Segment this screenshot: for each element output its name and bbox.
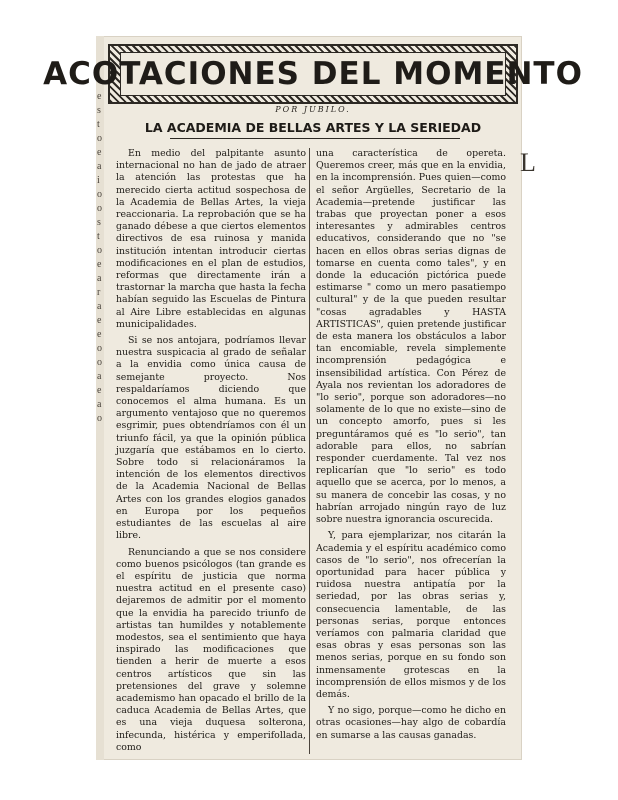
paragraph: Y, para ejemplarizar, nos citarán la Academia y el espíritu académico como casos de "lo serio", nos ofrecerían la oportunidad para hacer pública y ruidosa nuestra antipatía por la seriedad, por las obras serias y, consecuencia lamentable, de las personas serias, porque entonces veríamos con palmaria claridad que esas obras y esas personas son las menos serias, porque en su fondo son inmensamente grotescas en la incomprensión de ellos mismos y de los demás.	[316, 530, 506, 700]
paragraph: En medio del palpitante asunto internacional no han de jado de atraer la atención las protestas que ha merecido cierta actitud sospechosa de la Academia de Bellas Artes, la vieja reaccionaria. La reprobación que se ha ganado débese a que ciertos elementos directivos de esa ruinosa y manida institución intentan introducir ciertas modificaciones en el plan de estudios, reformas que directamente irán a trastornar la marcha que hasta la fecha habían seguido las Escuelas de Pintura al Aire Libre establecidas en algunas municipalidades.	[116, 148, 306, 330]
margin-letter: o	[97, 245, 102, 256]
margin-letter: o	[97, 203, 102, 214]
margin-letter: o	[97, 343, 102, 354]
article-subtitle: LA ACADEMIA DE BELLAS ARTES Y LA SERIEDAD	[144, 120, 482, 135]
article-column-left	[116, 148, 306, 758]
margin-letter: r	[97, 287, 101, 298]
margin-letter: o	[97, 133, 102, 144]
margin-letter: e	[97, 315, 102, 326]
margin-letter: o	[97, 189, 102, 200]
margin-letter: t	[97, 231, 100, 242]
margin-letter: s	[97, 105, 101, 116]
margin-letter: e	[97, 91, 102, 102]
paragraph: Y no sigo, porque—como he dicho en otras ocasiones—hay algo de cobardía en sumarse a las causas ganadas.	[316, 705, 506, 741]
right-margin-fragment: L	[520, 148, 536, 177]
margin-letter: a	[97, 301, 102, 312]
margin-letter: e	[97, 329, 102, 340]
margin-letter: i	[97, 175, 100, 186]
margin-letter: s	[97, 217, 101, 228]
paragraph: Si se nos antojara, podríamos llevar nuestra suspicacia al grado de señalar a la envidia como única causa de semejante proyecto. Nos respaldaríamos diciendo que conocemos el alma humana. Es un argumento ventajoso que no queremos esgrimir, pues obtendríamos con él un triunfo fácil, ya que la opinión pública juzgaría que estábamos en lo cierto. Sobre todo si relacionáramos la intención de los elementos directivos de la Academia Nacional de Bellas Artes con los grandes elogios ganados en Europa por los pequeños estudiantes de las escuelas al aire libre.	[116, 335, 306, 542]
byline: POR JUBILO.	[275, 105, 351, 114]
margin-letter: e	[97, 259, 102, 270]
masthead-inner	[43, 52, 583, 96]
margin-letter: a	[97, 371, 102, 382]
margin-letter: o	[97, 357, 102, 368]
column-divider	[309, 148, 310, 754]
margin-letter: o	[97, 413, 102, 424]
margin-letter: e	[97, 147, 102, 158]
margin-letter: a	[97, 273, 102, 284]
subtitle-rule	[170, 138, 460, 139]
left-margin-fragments	[97, 90, 107, 426]
article-column-right	[316, 148, 506, 746]
paragraph: una característica de opereta. Queremos creer, más que en la envidia, en la incomprensión. Pues quien—como el señor Argüelles, Secretario de la Academia—pretende justificar las trabas que proyectan poner a esos interesantes y admirables centros educativos, considerando que no "se hacen en ellos obras serias dignas de tomarse en cuenta como tales", y en donde la educación pictórica puede estimarse " como un mero pasatiempo cultural" y de la que pueden resultar "cosas agradables y HASTA ARTISTICAS", quien pretende justificar de esta manera los obstáculos a labor tan encomiable, revela simplemente incomprensión pedagógica e insensibilidad artística. Con Pérez de Ayala nos revientan los adoradores de "lo serio", porque son adoradores—no solamente de lo que no existe—sino de un concepto amorfo, pues si les preguntáramos qué es "lo serio", tan adorable para ellos, no sabrían responder cuerdamente. Tal vez nos replicarían que "lo serio" es todo aquello que se acerca, por lo menos, a su manera de concebir las cosas, y no habrían arrojado ningún rayo de luz sobre nuestra ignorancia oscurecida.	[316, 148, 506, 526]
margin-letter: e	[97, 385, 102, 396]
column-title: ACOTACIONES DEL MOMENTO	[43, 56, 583, 92]
paragraph: Renunciando a que se nos considere como buenos psicólogos (tan grande es el espíritu de justicia que norma nuestra actitud en el presente caso) dejaremos de admitir por el momento que la envidia ha parecido triunfo de artistas tan humildes y notablemente modestos, sea el sentimiento que haya inspirado las modificaciones que tienden a herir de muerte a esos centros artísticos que sin las pretensiones del grave y solemne academismo han opacado el brillo de la caduca Academia de Bellas Artes, que es una vieja duquesa solterona, infecunda, histérica y emperifollada, como	[116, 546, 306, 753]
margin-letter: t	[97, 119, 100, 130]
masthead-box	[43, 44, 583, 104]
margin-letter: a	[97, 161, 102, 172]
margin-letter: a	[97, 399, 102, 410]
